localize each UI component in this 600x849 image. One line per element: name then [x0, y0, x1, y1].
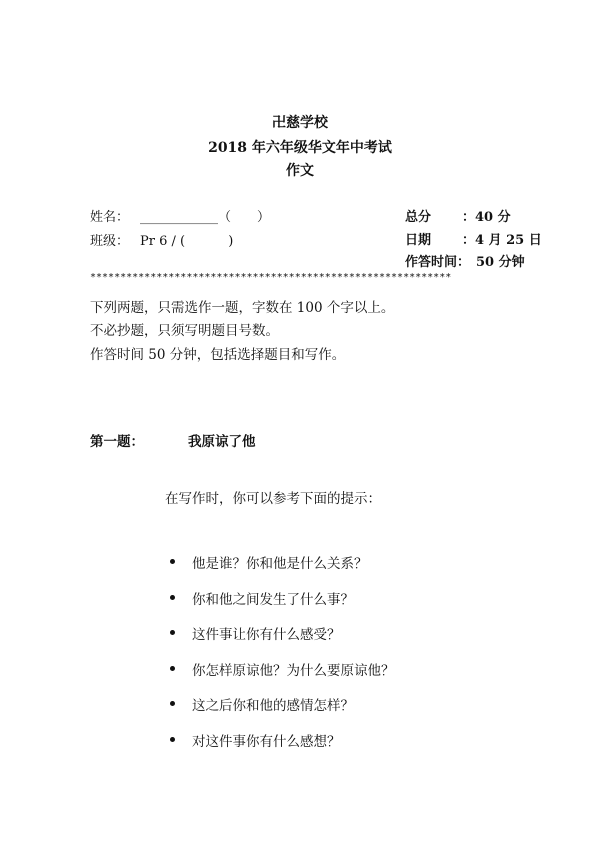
class-label: 班级：	[90, 234, 130, 249]
list-item	[170, 730, 395, 766]
prompt-text: 他是谁？你和他是什么关系？	[192, 556, 368, 572]
list-item	[170, 552, 395, 588]
exam-title: 2018 年六年级华文年中考试	[208, 140, 392, 156]
star-separator: ************************************************************	[90, 272, 452, 283]
prompt-text: 这之后你和他的感情怎样？	[192, 698, 354, 714]
bullet-icon	[170, 666, 175, 671]
school-name: 卍慈学校	[272, 115, 328, 131]
hint-intro: 在写作时，你可以参考下面的提示：	[165, 491, 381, 507]
time-label: 作答时间：	[405, 255, 471, 270]
bullet-icon	[170, 559, 175, 564]
instruction-line: 作答时间 50 分钟，包括选择题目和写作。	[90, 347, 346, 363]
prompt-text: 这件事让你有什么感受？	[192, 627, 341, 643]
time-value: 50 分钟	[476, 255, 525, 270]
subject-title: 作文	[286, 163, 314, 179]
class-field: Pr 6 / ( )	[140, 234, 234, 249]
list-item	[170, 659, 395, 695]
list-item	[170, 694, 395, 730]
question-label: 第一题：	[90, 434, 144, 450]
bullet-icon	[170, 737, 175, 742]
name-field: ____________（ ）	[140, 210, 271, 225]
instruction-line: 不必抄题，只须写明题目号数。	[90, 323, 279, 339]
bullet-icon	[170, 630, 175, 635]
prompt-text: 对这件事你有什么感想？	[192, 733, 341, 750]
total-label: 总分	[405, 210, 432, 225]
list-item	[170, 623, 395, 659]
date-value: ：4 月 25 日	[462, 233, 542, 248]
list-item	[170, 588, 395, 624]
date-label: 日期	[405, 233, 432, 248]
question-title: 我原谅了他	[188, 434, 256, 450]
bullet-icon	[170, 595, 175, 600]
name-label: 姓名：	[90, 210, 130, 225]
total-value: ：40 分	[462, 210, 511, 225]
instruction-line: 下列两题，只需选作一题，字数在 100 个字以上。	[90, 300, 395, 316]
bullet-icon	[170, 701, 175, 706]
prompt-list	[170, 552, 395, 765]
prompt-text: 你怎样原谅他？为什么要原谅他？	[192, 662, 395, 679]
prompt-text: 你和他之间发生了什么事？	[192, 591, 354, 608]
